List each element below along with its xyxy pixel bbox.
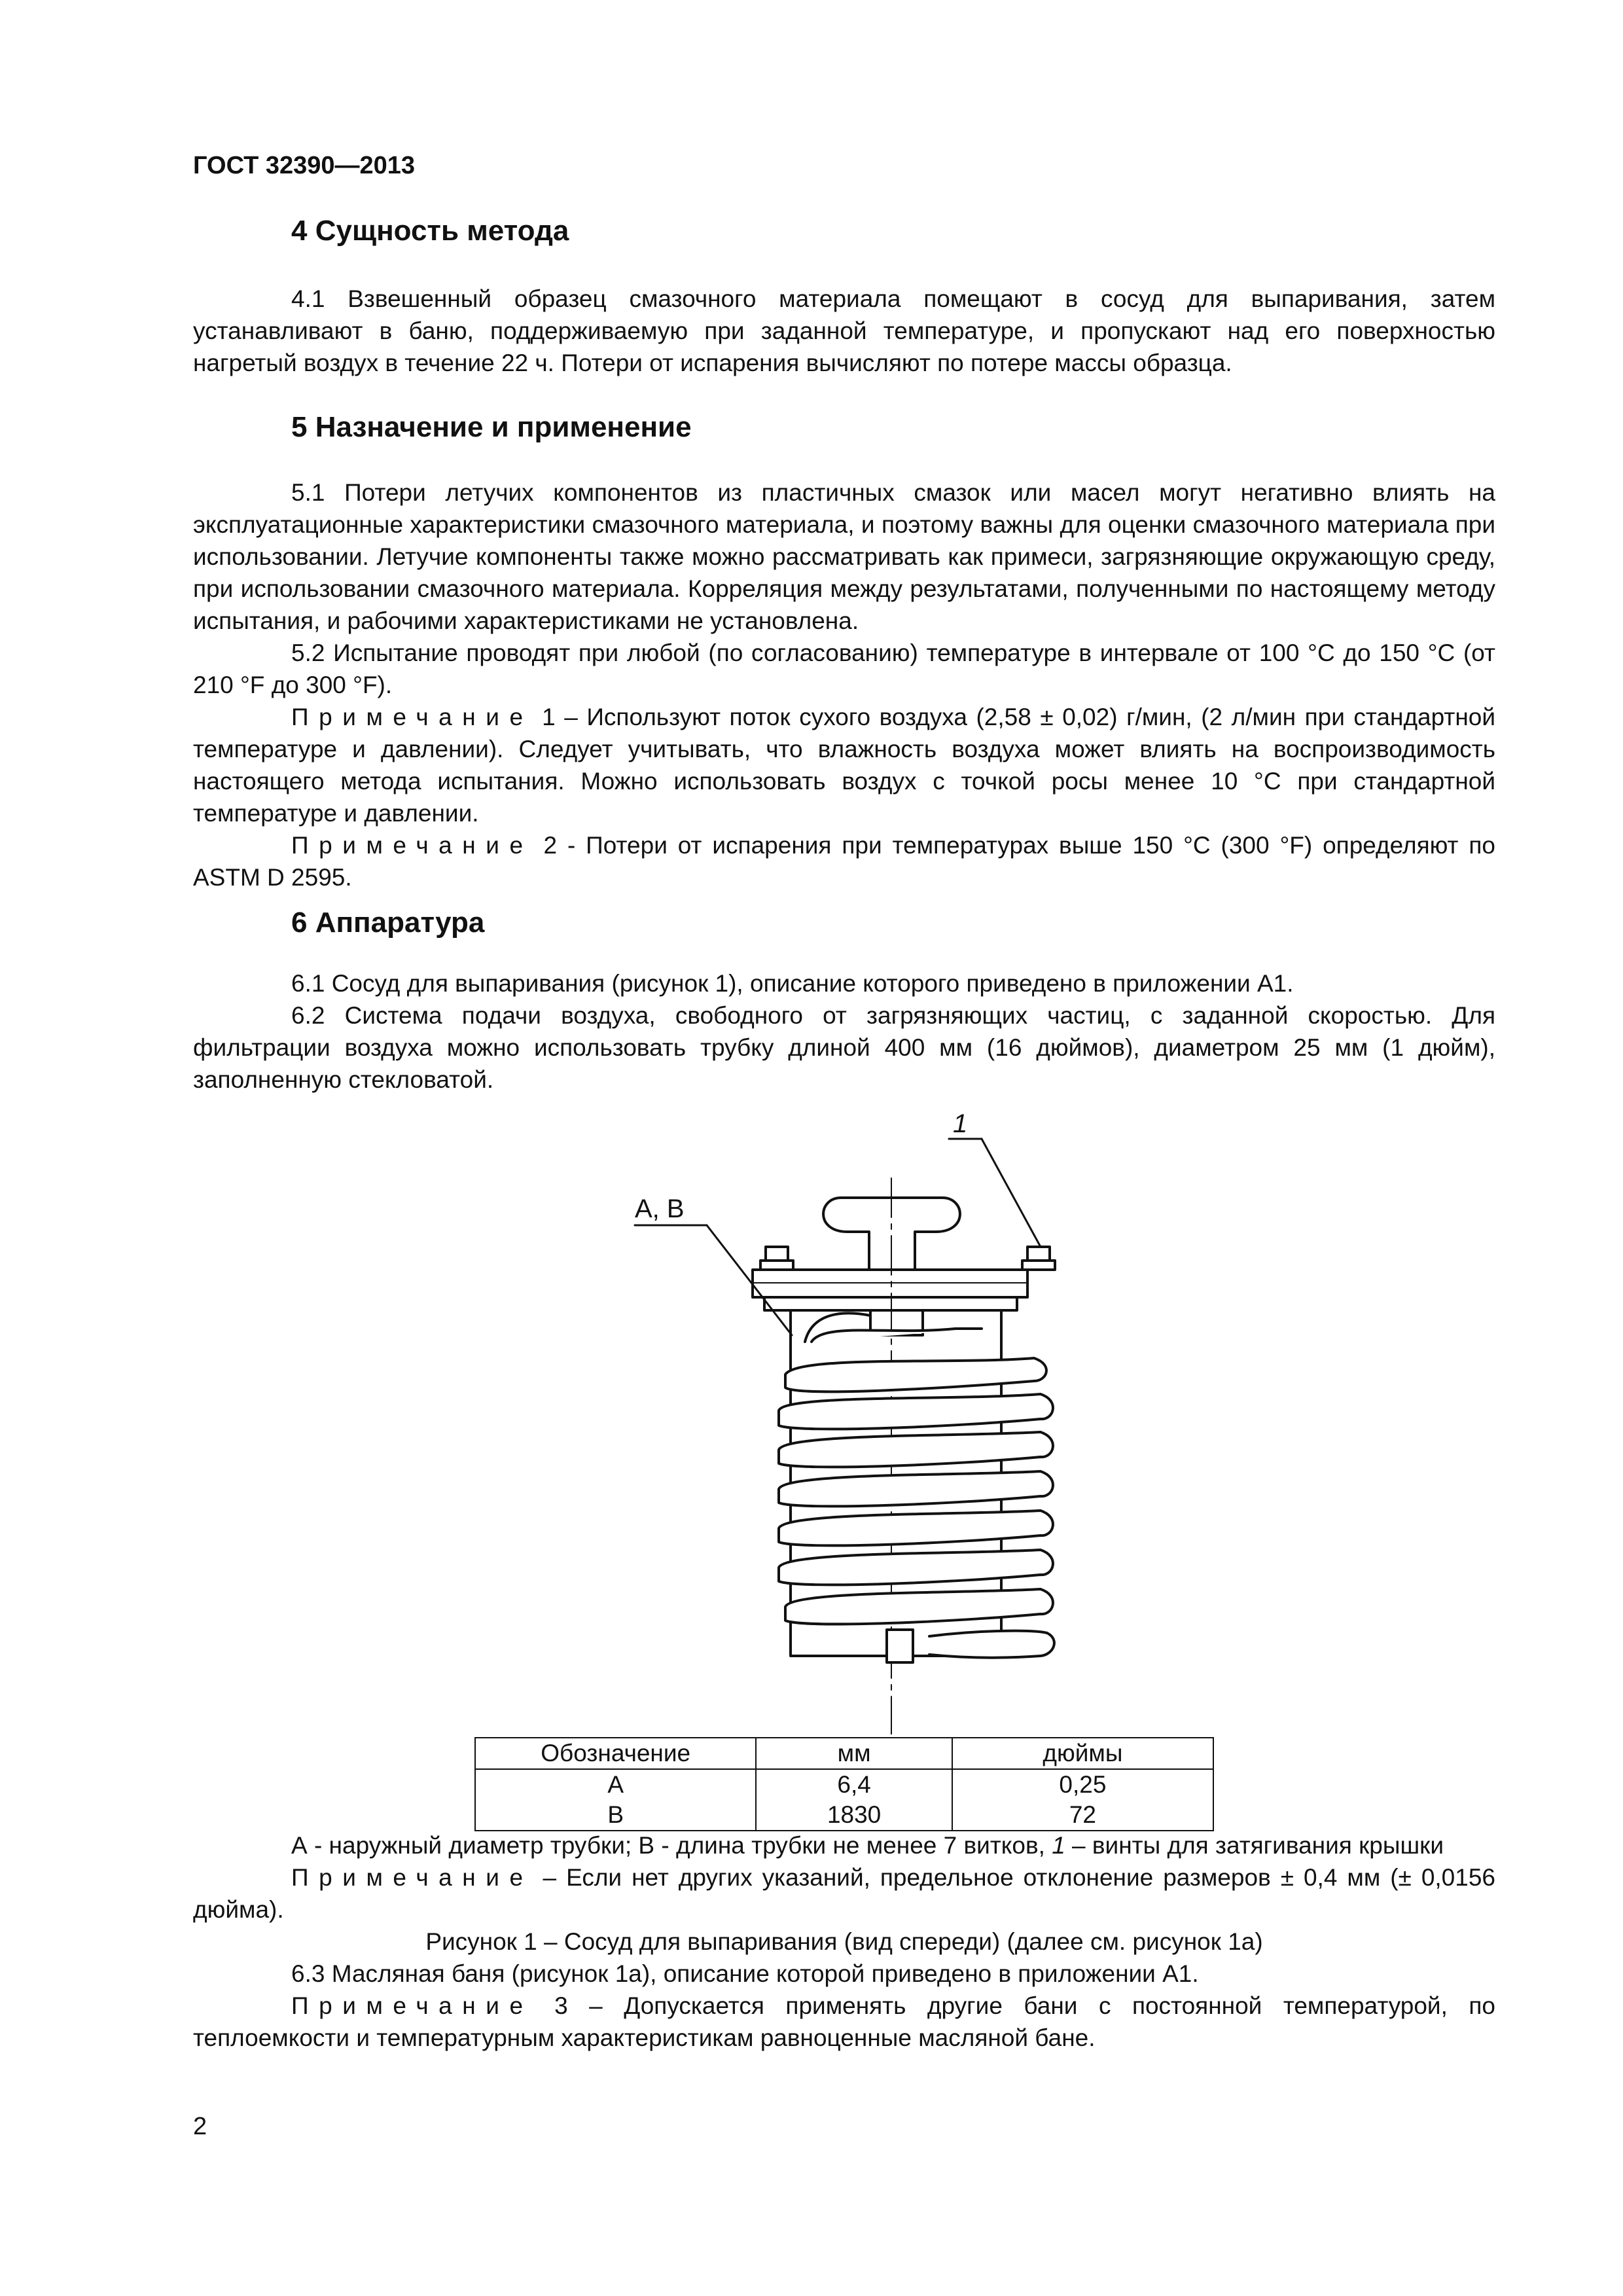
section-6-body xyxy=(193,967,1495,1096)
table-header-row xyxy=(475,1738,1213,1769)
coil xyxy=(779,1329,1054,1658)
section-4-title: 4 Сущность метода xyxy=(291,215,569,247)
table-row xyxy=(475,1800,1213,1831)
document-header: ГОСТ 32390—2013 xyxy=(193,152,416,179)
figure-label-ab: А, В xyxy=(635,1194,685,1223)
table-row xyxy=(475,1769,1213,1800)
screw-left xyxy=(766,1247,788,1261)
table-header-cell: Обозначение xyxy=(475,1738,756,1769)
paragraph-6-1: 6.1 Сосуд для выпаривания (рисунок 1), описание которого приведено в приложении А1. xyxy=(291,970,1294,997)
note-text: 3 – Допускается применять другие бани с постоянной температурой, по теплоемкости и температурным характеристикам равноценные масляной бане. xyxy=(193,1992,1495,2051)
paragraph-6-3: 6.3 Масляная баня (рисунок 1а), описание которой приведено в приложении А1. xyxy=(291,1960,1199,1987)
section-5-title: 5 Назначение и применение xyxy=(291,411,692,443)
note-label: Примечание xyxy=(291,704,533,730)
paragraph-6-2: 6.2 Система подачи воздуха, свободного от загрязняющих частиц, с заданной скоростью. Для фильтрации воздуха можно использовать трубку длиной 400 мм (16 дюймов), диаметром 25 мм (1 дюйм), заполненную стекловатой. xyxy=(193,1002,1495,1093)
note-label: Примечание xyxy=(291,1864,533,1891)
table-cell: 6,4 xyxy=(756,1769,952,1800)
page-number: 2 xyxy=(193,2113,207,2140)
note-1 xyxy=(193,701,1495,829)
table-cell: В xyxy=(475,1800,756,1831)
table-header-cell: дюймы xyxy=(952,1738,1213,1769)
figure-legend: А - наружный диаметр трубки; В - длина трубки не менее 7 витков, 1 – винты для затягивания крышки xyxy=(291,1832,1444,1859)
figure-caption: Рисунок 1 – Сосуд для выпаривания (вид спереди) (далее см. рисунок 1а) xyxy=(425,1928,1263,1955)
note-label: Примечание xyxy=(291,832,533,859)
note-label: Примечание xyxy=(291,1992,533,2019)
table-cell: 1830 xyxy=(756,1800,952,1831)
dimensions-table xyxy=(474,1737,1214,1831)
figure-note xyxy=(193,1861,1495,1926)
figure-legend-block xyxy=(193,1829,1495,2054)
table-cell: 72 xyxy=(952,1800,1213,1831)
note-text: – Если нет других указаний, предельное отклонение размеров ± 0,4 мм (± 0,0156 дюйма). xyxy=(193,1864,1495,1923)
table-cell: А xyxy=(475,1769,756,1800)
paragraph-5-2: 5.2 Испытание проводят при любой (по согласованию) температуре в интервале от 100 °С до 150 °С (от 210 °F до 300 °F). xyxy=(193,639,1495,698)
section-5-body xyxy=(193,476,1495,893)
figure-1-evaporation-vessel xyxy=(589,1106,1113,1734)
paragraph-4-1: 4.1 Взвешенный образец смазочного материала помещают в сосуд для выпаривания, затем устанавливают в баню, поддерживаемую при заданной температуре, и пропускают над его поверхностью нагретый воздух в течение 22 ч. Потери от испарения вычисляют по потере массы образца. xyxy=(193,285,1495,376)
figure-label-1: 1 xyxy=(953,1109,968,1138)
table-header-cell: мм xyxy=(756,1738,952,1769)
screw-right xyxy=(1027,1247,1050,1261)
note-2 xyxy=(193,829,1495,893)
note-3 xyxy=(193,1990,1495,2054)
note-text: 2 - Потери от испарения при температурах выше 150 °С (300 °F) определяют по ASTM D 2595. xyxy=(193,832,1495,891)
paragraph-5-1: 5.1 Потери летучих компонентов из пластичных смазок или масел могут негативно влиять на эксплуатационные характеристики смазочного материала, и поэтому важны для оценки смазочного материала при использовании. Летучие компоненты также можно рассматривать как примеси, загрязняющие окружающую среду, при использовании смазочного материала. Корреляция между результатами, полученными по настоящему методу испытания, и рабочими характеристиками не установлена. xyxy=(193,479,1495,634)
table-cell: 0,25 xyxy=(952,1769,1213,1800)
section-6-title: 6 Аппаратура xyxy=(291,906,485,939)
note-text: 1 – Используют поток сухого воздуха (2,58 ± 0,02) г/мин, (2 л/мин при стандартной температуре и давлении). Следует учитывать, что влажность воздуха может влиять на воспроизводимость настоящего метода испытания. Можно использовать воздух с точкой росы менее 10 °С при стандартной температуре и давлении. xyxy=(193,704,1495,827)
section-4-body xyxy=(193,283,1495,379)
